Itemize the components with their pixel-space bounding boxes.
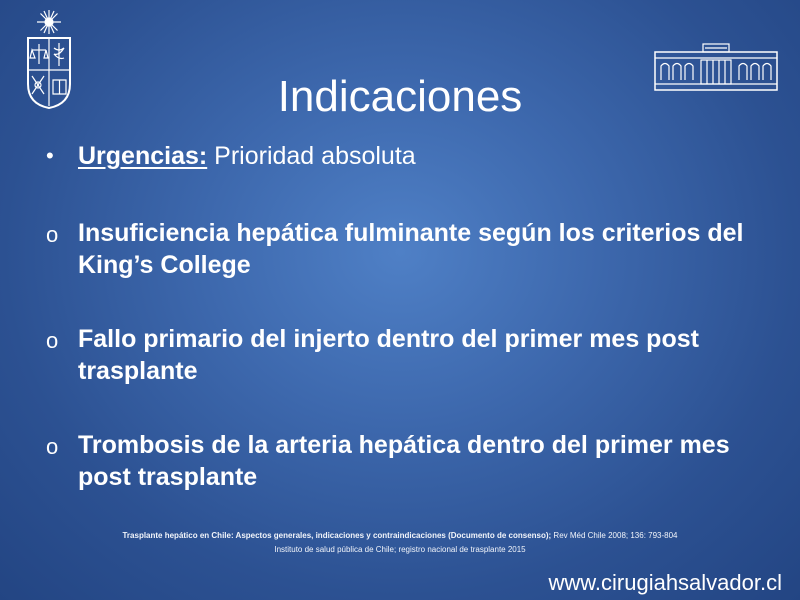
reference-line-1 (0, 529, 800, 543)
urgencias-text: Prioridad absoluta (207, 142, 416, 170)
urgencias-heading: Urgencias: (78, 142, 208, 170)
slide-title: Indicaciones (277, 72, 523, 122)
list-item-line: Insuficiencia hepática fulminante según los criterios del (78, 219, 744, 247)
references (0, 529, 800, 557)
circle-bullet-icon: o (46, 434, 59, 459)
bullet-dot-icon: • (46, 143, 54, 168)
list-item-line: Trombosis de la arteria hepática dentro del primer mes (78, 431, 730, 459)
reference-1-title: Trasplante hepático en Chile: Aspectos generales, indicaciones y contraindicaciones (Documento de consenso); (122, 531, 552, 540)
reference-line-2: Instituto de salud pública de Chile; registro nacional de trasplante 2015 (274, 545, 526, 554)
circle-bullet-icon: o (46, 222, 59, 247)
footer-website-link[interactable]: www.cirugiahsalvador.cl (548, 570, 782, 595)
list-item-line: trasplante (78, 357, 198, 385)
circle-bullet-icon: o (46, 328, 59, 353)
list-item-line: Fallo primario del injerto dentro del primer mes post (78, 325, 699, 353)
reference-1-source: Rev Méd Chile 2008; 136: 793-804 (551, 531, 678, 540)
list-item-line: King’s College (78, 251, 251, 279)
list-item-line: post trasplante (78, 463, 258, 491)
